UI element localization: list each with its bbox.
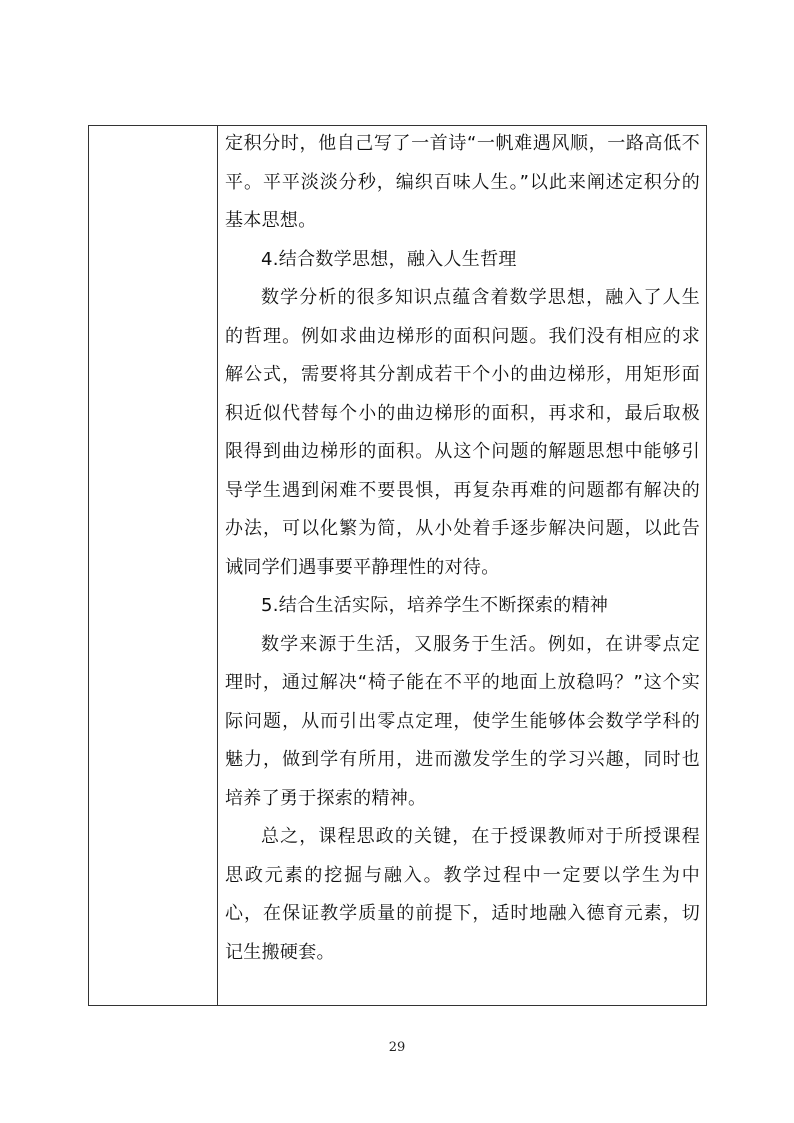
content-table xyxy=(88,125,707,1006)
paragraph-life-practice: 数学来源于生活，又服务于生活。例如，在讲零点定理时，通过解决“椅子能在不平的地面上放稳吗？”这个实际问题，从而引出零点定理，使学生能够体会数学学科的魅力，做到学有所用，进而激发学生的学习兴趣，同时也培养了勇于探索的精神。 xyxy=(225,633,700,809)
paragraph-continuation: 定积分时，他自己写了一首诗“一帆难遇风顺，一路高低不平。平平淡淡分秒，编织百味人生。”以此来阐述定积分的基本思想。 xyxy=(225,133,700,231)
page-number: 29 xyxy=(388,1040,406,1055)
section-heading-4: 4.结合数学思想，融入人生哲理 xyxy=(261,248,517,270)
table-right-cell xyxy=(219,126,706,1005)
table-left-cell xyxy=(89,126,218,1005)
paragraph-conclusion: 总之，课程思政的关键，在于授课教师对于所授课程思政元素的挖掘与融入。教学过程中一定要以学生为中心，在保证教学质量的前提下，适时地融入德育元素，切记生搬硬套。 xyxy=(225,826,700,963)
section-heading-5: 5.结合生活实际，培养学生不断探索的精神 xyxy=(261,595,609,616)
paragraph-math-thought: 数学分析的很多知识点蕴含着数学思想，融入了人生的哲理。例如求曲边梯形的面积问题。我们没有相应的求解公式，需要将其分割成若干个小的曲边梯形，用矩形面积近似代替每个小的曲边梯形的面积，再求和，最后取极限得到曲边梯形的面积。从这个问题的解题思想中能够引导学生遇到闲难不要畏惧，再复杂再难的问题都有解决的办法，可以化繁为简，从小处着手逐步解决问题，以此告诫同学们遇事要平静理性的对待。 xyxy=(225,287,700,578)
body-text xyxy=(225,125,700,972)
